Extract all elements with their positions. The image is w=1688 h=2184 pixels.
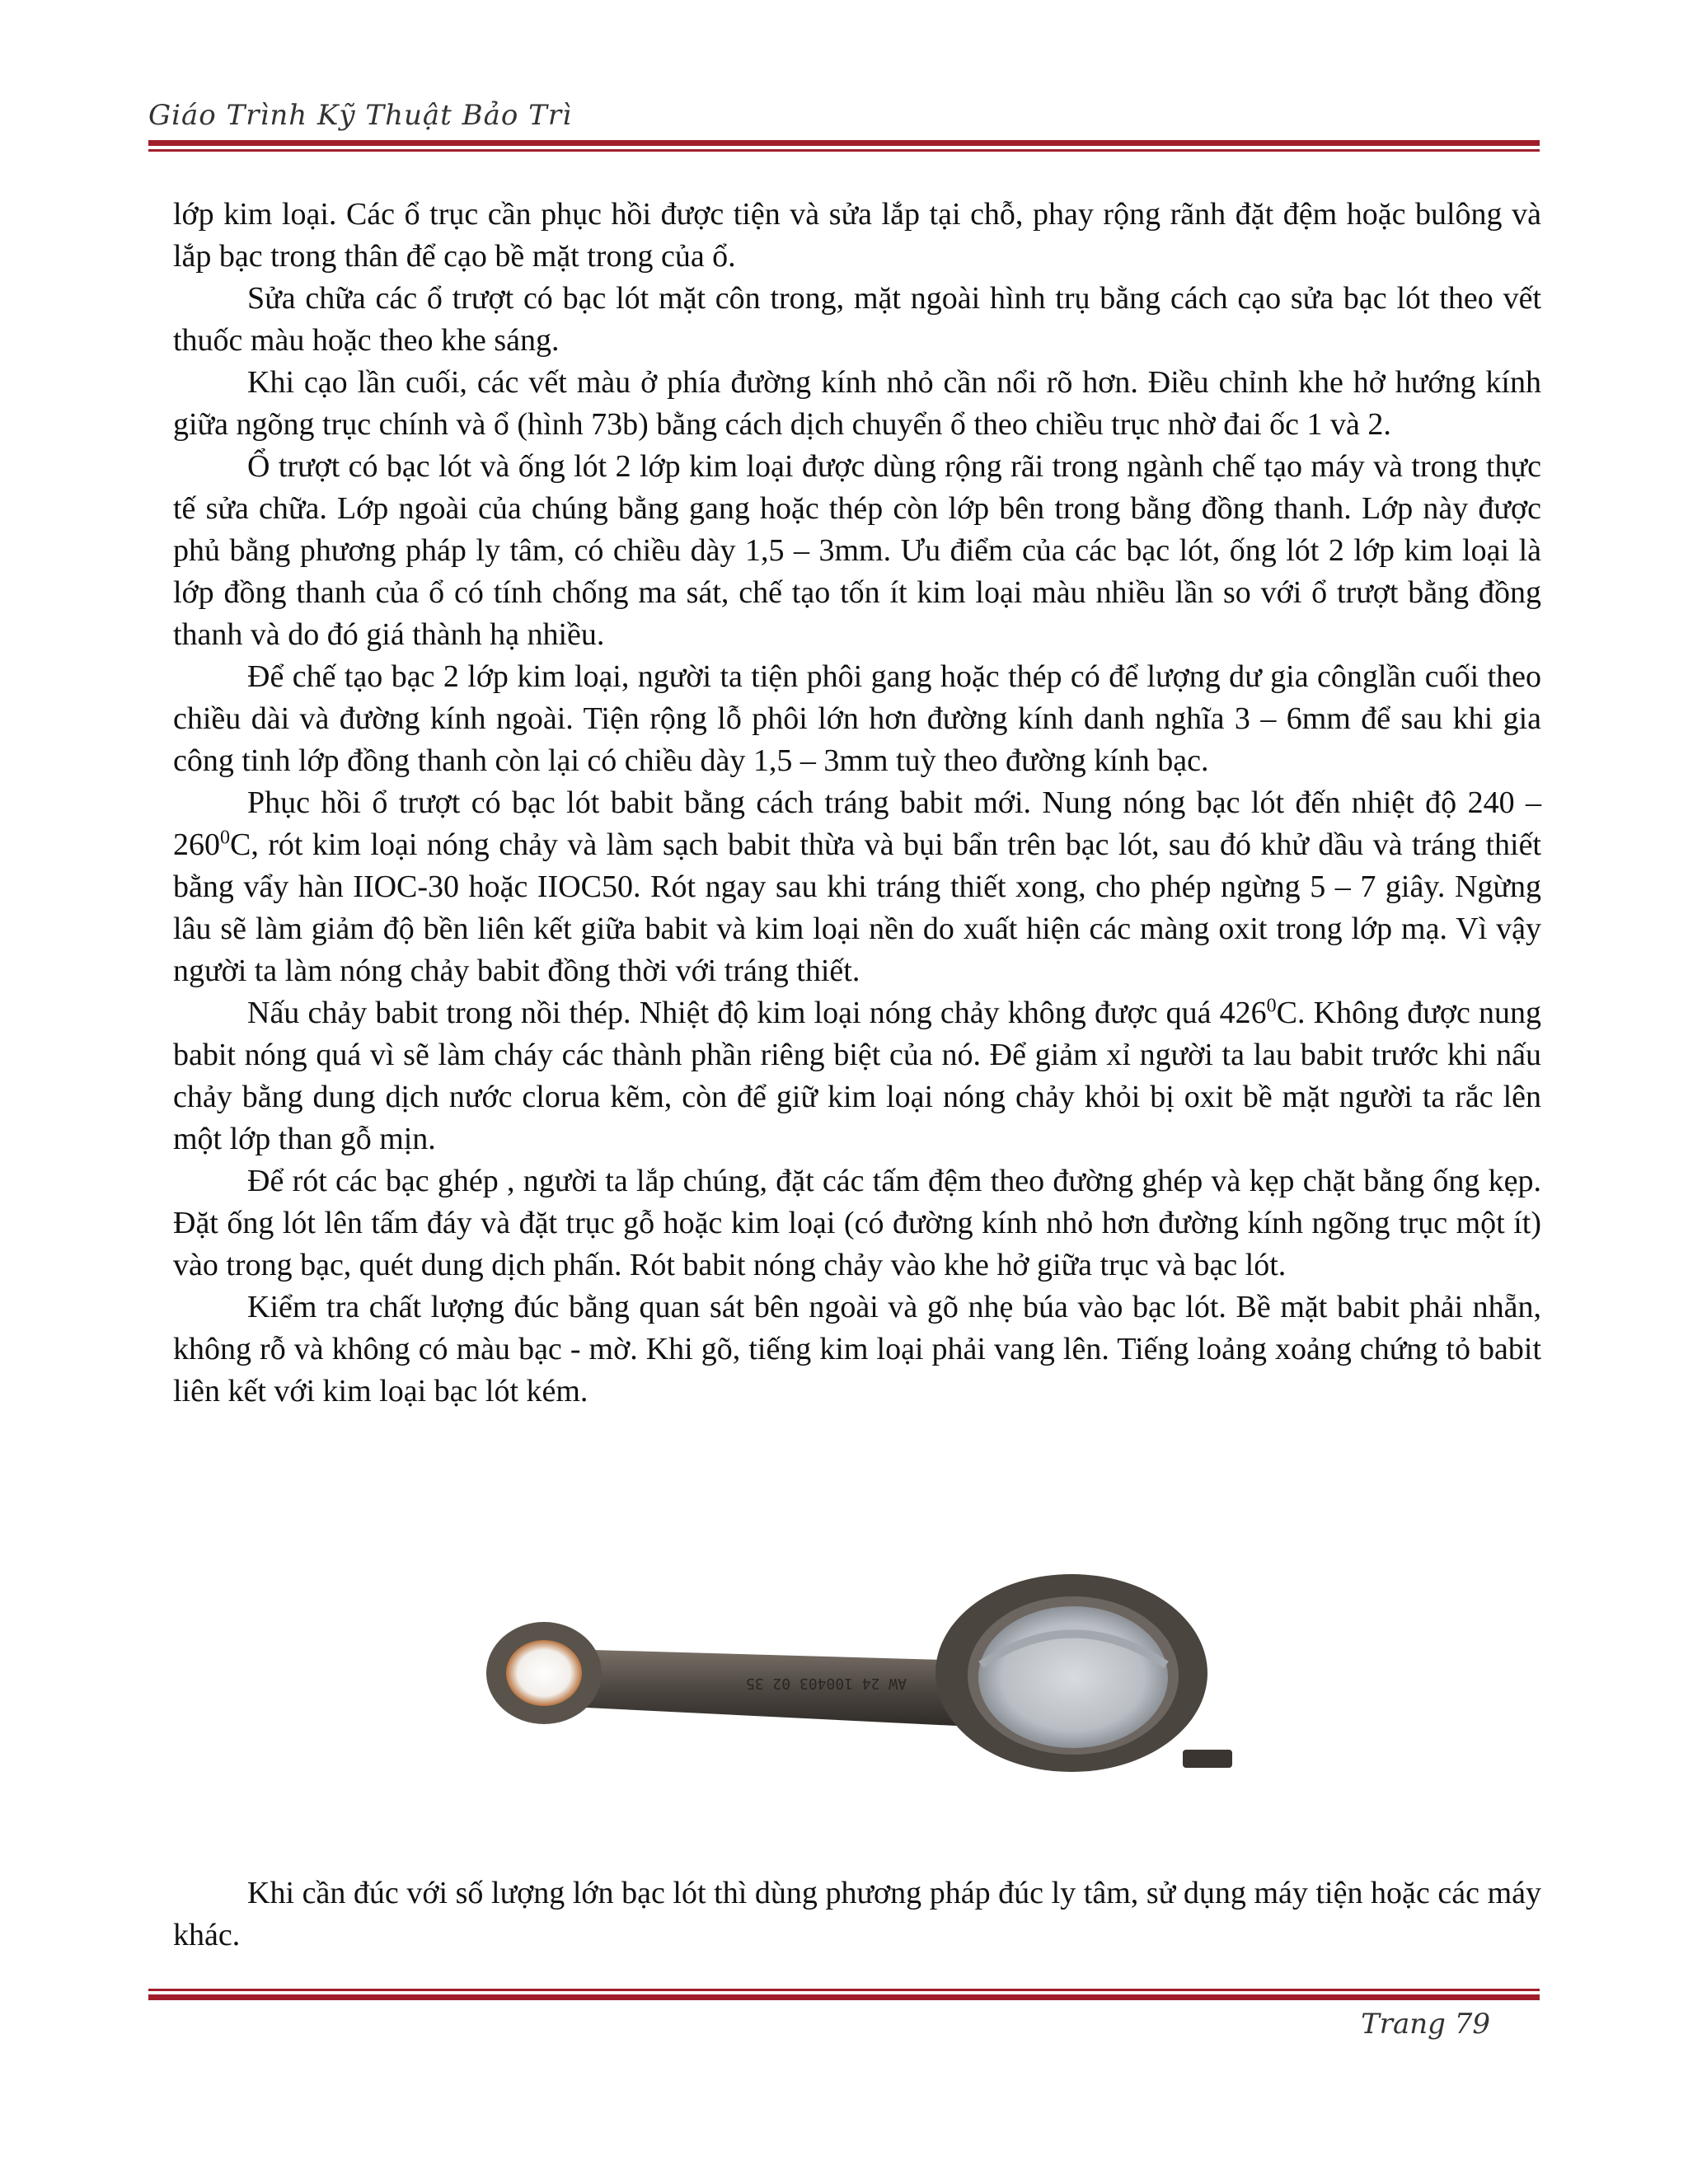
- page-number: Trang 79: [1361, 2008, 1490, 2041]
- cap-bolt: [1183, 1750, 1232, 1768]
- footer-rule-thin: [148, 1989, 1540, 1991]
- footer-rule-thick: [148, 1994, 1540, 2000]
- paragraph-part: C. Không được nung babit nóng quá vì sẽ làm cháy các thành phần riêng biệt của nó. Để giảm xỉ người ta lau babit trước khi nấu chảy bằng dung dịch nước clorua kẽm, còn để giữ kim loại nóng chảy khỏi bị oxit bề mặt người ta rắc lên một lớp than gỗ mịn.: [173, 996, 1541, 1156]
- degree-superscript: 0: [220, 827, 230, 849]
- paragraph: Để rót các bạc ghép , người ta lắp chúng, đặt các tấm đệm theo đường ghép và kẹp chặt bằng ống kẹp. Đặt ống lót lên tấm đáy và đặt trục gỗ hoặc kim loại (có đường kính nhỏ hơn đường kính ngõng trục một ít) vào trong bạc, quét dung dịch phấn. Rót babit nóng chảy vào khe hở giữa trục và bạc lót.: [173, 1164, 1541, 1282]
- paragraph-part: Phục hồi ổ trượt có bạc lót babit bằng cách tráng babit mới. Nung nóng bạc lót đến nhiệt độ 240 – 260: [173, 785, 1541, 862]
- big-end-bearing: [978, 1606, 1168, 1748]
- small-end-bushing: [506, 1640, 582, 1706]
- degree-superscript: 0: [1266, 995, 1277, 1017]
- paragraph: Để chế tạo bạc 2 lớp kim loại, người ta tiện phôi gang hoặc thép có để lượng dư gia cônglần cuối theo chiều dài và đường kính ngoài. Tiện rộng lỗ phôi lớn hơn đường kính danh nghĩa 3 – 6mm để sau khi gia công tinh lớp đồng thanh còn lại có chiều dày 1,5 – 3mm tuỳ theo đường kính bạc.: [173, 659, 1541, 778]
- paragraph: Khi cạo lần cuối, các vết màu ở phía đường kính nhỏ cần nổi rõ hơn. Điều chỉnh khe hở hướng kính giữa ngõng trục chính và ổ (hình 73b) bằng cách dịch chuyển ổ theo chiều trục nhờ đai ốc 1 và 2.: [173, 365, 1541, 442]
- paragraph: lớp kim loại. Các ổ trục cần phục hồi được tiện và sửa lắp tại chỗ, phay rộng rãnh đặt đệm hoặc bulông và lắp bạc trong thân để cạo bề mặt trong của ổ.: [173, 197, 1541, 274]
- connecting-rod-photo: [478, 1570, 1253, 1809]
- paragraph: Sửa chữa các ổ trượt có bạc lót mặt côn trong, mặt ngoài hình trụ bằng cách cạo sửa bạc lót theo vết thuốc màu hoặc theo khe sáng.: [173, 281, 1541, 358]
- paragraph: [173, 782, 1541, 992]
- rod-stamp-text: AW 24 100403 02 35: [745, 1675, 907, 1692]
- running-header-title: Giáo Trình Kỹ Thuật Bảo Trì: [148, 99, 572, 132]
- paragraph: Khi cần đúc với số lượng lớn bạc lót thì dùng phương pháp đúc ly tâm, sử dụng máy tiện hoặc các máy khác.: [173, 1876, 1541, 1952]
- paragraph: [173, 992, 1541, 1160]
- paragraph: Ổ trượt có bạc lót và ống lót 2 lớp kim loại được dùng rộng rãi trong ngành chế tạo máy và trong thực tế sửa chữa. Lớp ngoài của chúng bằng gang hoặc thép còn lớp bên trong bằng đồng thanh. Lớp này được phủ bằng phương pháp ly tâm, có chiều dày 1,5 – 3mm. Ưu điểm của các bạc lót, ống lót 2 lớp kim loại là lớp đồng thanh của ổ có tính chống ma sát, chế tạo tốn ít kim loại màu nhiều lần so với ổ trượt bằng đồng thanh và do đó giá thành hạ nhiều.: [173, 449, 1541, 652]
- paragraph-part: C, rót kim loại nóng chảy và làm sạch babit thừa và bụi bẩn trên bạc lót, sau đó khử dầu và tráng thiết bằng vẩy hàn IIOC-30 hoặc IIOC50. Rót ngay sau khi tráng thiết xong, cho phép ngừng 5 – 7 giây. Ngừng lâu sẽ làm giảm độ bền liên kết giữa babit và kim loại nền do xuất hiện các màng oxit trong lớp mạ. Vì vậy người ta làm nóng chảy babit đồng thời với tráng thiết.: [173, 827, 1541, 988]
- paragraph: Kiểm tra chất lượng đúc bằng quan sát bên ngoài và gõ nhẹ búa vào bạc lót. Bề mặt babit phải nhẵn, không rỗ và không có màu bạc - mờ. Khi gõ, tiếng kim loại phải vang lên. Tiếng loảng xoảng chứng tỏ babit liên kết với kim loại bạc lót kém.: [173, 1290, 1541, 1408]
- closing-text: [173, 1872, 1541, 1957]
- header-rule-thin: [148, 149, 1540, 152]
- body-text: [173, 194, 1541, 1413]
- header-rule-thick: [148, 140, 1540, 146]
- paragraph-part: Nấu chảy babit trong nồi thép. Nhiệt độ kim loại nóng chảy không được quá 426: [247, 996, 1267, 1030]
